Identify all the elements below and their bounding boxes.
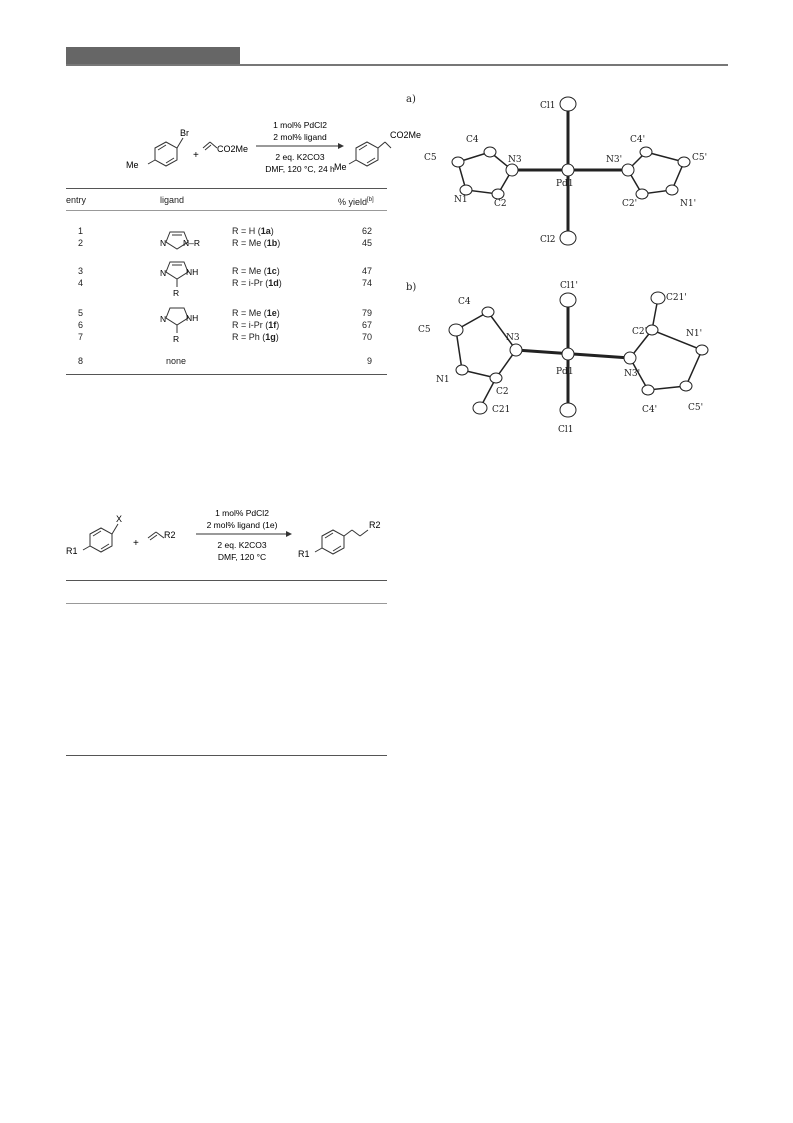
atom-label: N3' (606, 155, 623, 165)
atom-label: Pd1 (556, 367, 574, 377)
r-cell: R = H (1a) (232, 226, 274, 236)
cond-2: 2 mol% ligand (273, 132, 327, 142)
atom-label: N3' (624, 369, 641, 379)
product-me: Me (334, 162, 347, 172)
product-ester: CO2Me (390, 130, 422, 140)
acrylate-structure (203, 142, 217, 150)
r-cell: R = Me (1b) (232, 238, 281, 248)
panel-b-label: b) (406, 282, 417, 293)
header-bar (66, 47, 240, 65)
x-label: X (116, 514, 123, 524)
plus-sign: + (193, 150, 199, 161)
aryl-halide-structure (83, 524, 118, 552)
ligand-structures (150, 218, 220, 354)
panel-a-label: a) (406, 94, 416, 105)
atom-label: C5' (692, 153, 708, 163)
entry-cell: 2 (78, 238, 84, 248)
r1-label: R1 (66, 546, 78, 556)
header-rule (66, 64, 728, 66)
r2-label: R2 (164, 530, 176, 540)
atom-label: Cl2 (540, 235, 556, 245)
arrow-head (338, 143, 344, 149)
product-r2: R2 (369, 520, 381, 530)
table2-header-rule (66, 603, 387, 604)
entry-cell: 3 (78, 266, 84, 276)
panel-b-structure (410, 270, 740, 440)
atom-label: C5' (688, 403, 704, 413)
entry-cell: 6 (78, 320, 84, 330)
atom-label: C2' (632, 327, 648, 337)
ring-n: N (160, 268, 167, 278)
ring-nh: NH (186, 313, 199, 323)
stilbene-structure (315, 530, 368, 554)
yield-cell: 47 (361, 266, 372, 276)
cond-3: 2 eq. K2CO3 (275, 152, 325, 162)
entry-cell: 1 (78, 226, 84, 236)
aryl-bromide-structure (148, 138, 183, 166)
atom-label: C4' (630, 135, 646, 145)
cond-1: 1 mol% PdCl2 (273, 120, 327, 130)
cond-3: 2 eq. K2CO3 (217, 540, 267, 550)
r-cell: R = Me (1c) (232, 266, 280, 276)
yield-cell: 67 (361, 320, 372, 330)
yield-cell: 79 (361, 308, 372, 318)
me-label: Me (126, 160, 139, 170)
ring-r: R (173, 334, 180, 344)
atom-label: C4 (466, 135, 479, 145)
atom-label: C5 (424, 153, 437, 163)
atom-label: N3 (508, 155, 522, 165)
r-cell: R = i-Pr (1d) (232, 278, 282, 288)
r-cell: R = Me (1e) (232, 308, 280, 318)
cond-1: 1 mol% PdCl2 (215, 508, 269, 518)
scheme1-reaction (60, 112, 422, 192)
cinnamate-structure (349, 142, 391, 166)
table1-bottom-rule (66, 374, 387, 375)
atom-label: Cl1 (540, 101, 556, 111)
yield-cell: 74 (361, 278, 372, 288)
arrow-head (286, 531, 292, 537)
ring-n: N (160, 238, 167, 248)
alkene-structure (148, 532, 164, 540)
ligand-none: none (166, 356, 187, 366)
entry-cell: 5 (78, 308, 84, 318)
panel-a-structure (410, 92, 740, 252)
product-r1: R1 (298, 549, 310, 559)
cond-4: DMF, 120 °C, 24 h (265, 164, 335, 174)
atom-label: Cl1 (558, 425, 574, 435)
yield-cell: 9 (366, 356, 372, 366)
col-entry: entry (66, 195, 87, 205)
ring-n: N (160, 314, 167, 324)
ring-nr: N–R (183, 238, 201, 248)
atom-label: C2 (494, 199, 507, 209)
atom-label: N1' (686, 329, 703, 339)
atom-label: C2' (622, 199, 638, 209)
yield-cell: 70 (361, 332, 372, 342)
atom-label: C5 (418, 325, 431, 335)
atom-label: Pd1 (556, 179, 574, 189)
atom-label: C21 (492, 405, 511, 415)
table1-header-rule (66, 210, 387, 211)
r-cell: R = i-Pr (1f) (232, 320, 280, 330)
atom-label: N1' (680, 199, 697, 209)
table2-top-rule (66, 580, 387, 581)
atom-label: N1 (454, 195, 468, 205)
cond-4: DMF, 120 °C (217, 552, 267, 562)
atom-label: C4' (642, 405, 658, 415)
table2-bottom-rule (66, 755, 387, 756)
entry-cell: 7 (78, 332, 84, 342)
yield-cell: 45 (361, 238, 372, 248)
atom-label: C4 (458, 297, 471, 307)
atom-label: N1 (436, 375, 450, 385)
acrylate-ester: CO2Me (217, 144, 249, 154)
atom-label: C2 (496, 387, 509, 397)
ring-r: R (173, 288, 180, 298)
entry-cell: 8 (78, 356, 84, 366)
scheme2-reaction (60, 500, 390, 580)
atom-label: C21' (666, 293, 687, 303)
atom-label: Cl1' (560, 281, 578, 291)
entry-cell: 4 (78, 278, 84, 288)
yield-cell: 62 (361, 226, 372, 236)
atom-label: N3 (506, 333, 520, 343)
cond-2: 2 mol% ligand (1e) (206, 520, 278, 530)
plus-sign: + (133, 538, 139, 549)
r-cell: R = Ph (1g) (232, 332, 279, 342)
col-yield: % yield[b] (338, 197, 374, 207)
col-ligand: ligand (160, 195, 185, 205)
table1-top-rule (66, 188, 387, 189)
ring-nh: NH (186, 267, 199, 277)
br-label: Br (180, 128, 189, 138)
